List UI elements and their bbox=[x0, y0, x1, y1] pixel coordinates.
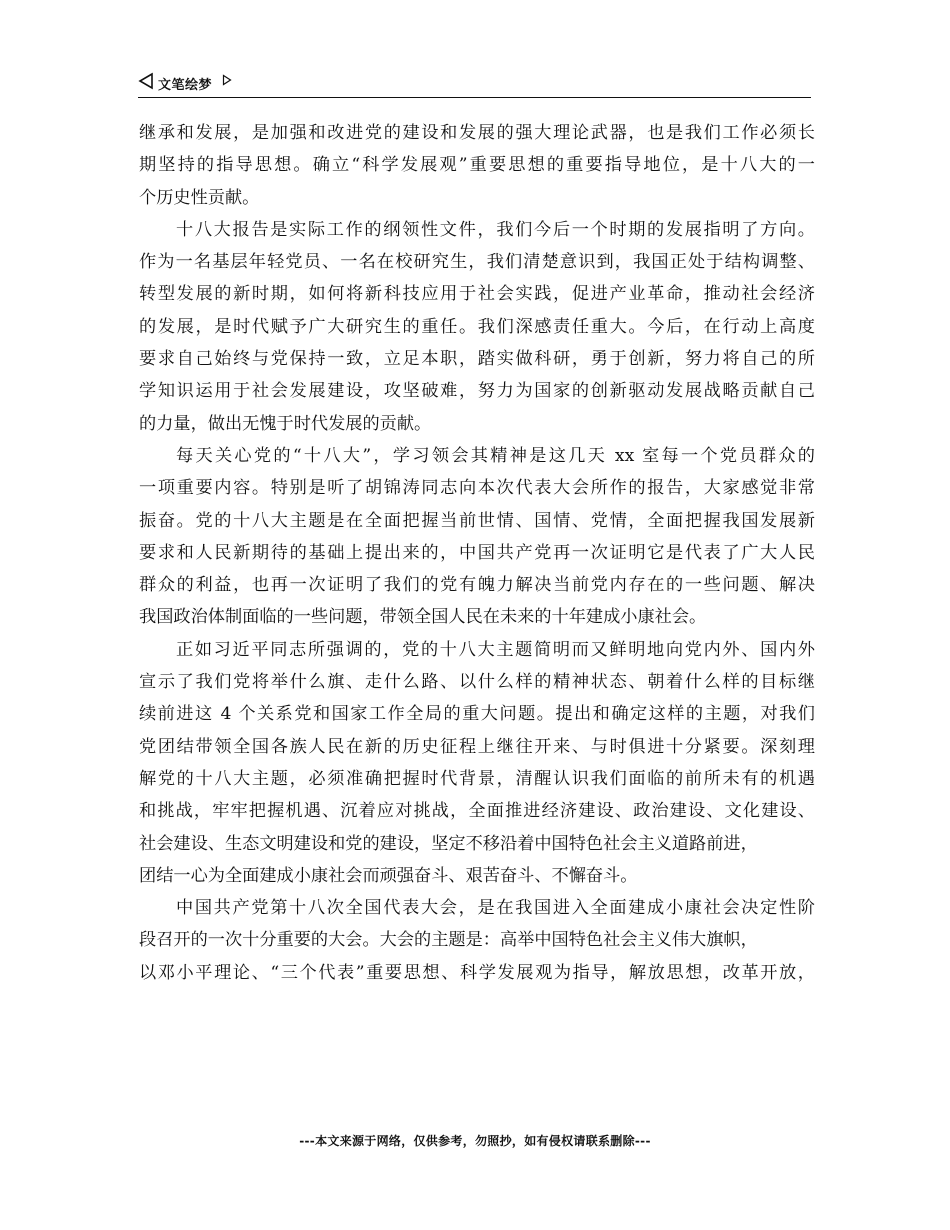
triangle-left-outline-icon bbox=[138, 72, 154, 90]
text-line: 社会建设、生态文明建设和党的建设，坚定不移沿着中国特色社会主义道路前进， bbox=[139, 833, 758, 854]
paragraph bbox=[139, 117, 815, 214]
text-line: 学知识运用于社会发展建设，攻坚破难，努力为国家的创新驱动发展战略贡献自己 bbox=[139, 381, 815, 402]
text-line: 每天关心党的“十八大”，学习领会其精神是这几天 xx 室每一个党员群众的 bbox=[176, 445, 815, 466]
text-line: 团结一心为全面建成小康社会而顽强奋斗、艰苦奋斗、不懈奋斗。 bbox=[139, 865, 638, 886]
text-line: 宣示了我们党将举什么旗、走什么路、以什么样的精神状态、朝着什么样的目标继 bbox=[139, 672, 815, 693]
body-text bbox=[139, 117, 815, 989]
text-line: 中国共产党第十八次全国代表大会，是在我国进入全面建成小康社会决定性阶 bbox=[176, 898, 815, 919]
page-header bbox=[138, 70, 811, 98]
text-line: 党团结带领全国各族人民在新的历史征程上继往开来、与时俱进十分紧要。深刻理 bbox=[139, 736, 815, 757]
text-line: 和挑战，牢牢把握机遇、沉着应对挑战，全面推进经济建设、政治建设、文化建设、 bbox=[139, 801, 815, 822]
text-line: 段召开的一次十分重要的大会。大会的主题是：高举中国特色社会主义伟大旗帜， bbox=[139, 930, 758, 951]
text-line: 解党的十八大主题，必须准确把握时代背景，清醒认识我们面临的前所未有的机遇 bbox=[139, 768, 815, 789]
text-line: 转型发展的新时期，如何将新科技应用于社会实践，促进产业革命，推动社会经济 bbox=[139, 284, 815, 305]
text-line: 振奋。党的十八大主题是在全面把握当前世情、国情、党情，全面把握我国发展新 bbox=[139, 510, 815, 531]
text-line: 的发展，是时代赋予广大研究生的重任。我们深感责任重大。今后，在行动上高度 bbox=[139, 316, 815, 337]
text-line: 我国政治体制面临的一些问题，带领全国人民在未来的十年建成小康社会。 bbox=[139, 607, 707, 628]
text-line: 十八大报告是实际工作的纲领性文件，我们今后一个时期的发展指明了方向。 bbox=[176, 219, 815, 240]
paragraph bbox=[139, 634, 815, 892]
paragraph bbox=[139, 214, 815, 440]
text-line: 继承和发展，是加强和改进党的建设和发展的强大理论武器，也是我们工作必须长 bbox=[139, 123, 815, 143]
paragraph bbox=[139, 892, 815, 989]
text-line: 要求和人民新期待的基础上提出来的，中国共产党再一次证明它是代表了广大人民 bbox=[139, 542, 815, 563]
triangle-right-outline-icon bbox=[222, 74, 232, 86]
text-line: 一项重要内容。特别是听了胡锦涛同志向本次代表大会所作的报告，大家感觉非常 bbox=[139, 478, 815, 499]
footer-notice: ---本文来源于网络，仅供参考，勿照抄，如有侵权请联系删除--- bbox=[299, 1134, 651, 1148]
text-line: 群众的利益，也再一次证明了我们的党有魄力解决当前党内存在的一些问题、解决 bbox=[139, 575, 815, 596]
text-line: 作为一名基层年轻党员、一名在校研究生，我们清楚意识到，我国正处于结构调整、 bbox=[139, 252, 815, 273]
text-line: 个历史性贡献。 bbox=[139, 187, 260, 208]
text-line: 期坚持的指导思想。确立“科学发展观”重要思想的重要指导地位，是十八大的一 bbox=[139, 155, 815, 176]
text-line: 的力量，做出无愧于时代发展的贡献。 bbox=[139, 413, 432, 434]
text-line: 续前进这 4 个关系党和国家工作全局的重大问题。提出和确定这样的主题，对我们 bbox=[139, 704, 815, 725]
paragraph bbox=[139, 440, 815, 634]
text-line: 以邓小平理论、“三个代表”重要思想、科学发展观为指导，解放思想，改革开放， bbox=[139, 962, 815, 983]
text-line: 要求自己始终与党保持一致，立足本职，踏实做科研，勇于创新，努力将自己的所 bbox=[139, 349, 815, 370]
header-brand: 文笔绘梦 bbox=[158, 78, 213, 93]
text-line: 正如习近平同志所强调的，党的十八大主题简明而又鲜明地向党内外、国内外 bbox=[176, 639, 815, 660]
